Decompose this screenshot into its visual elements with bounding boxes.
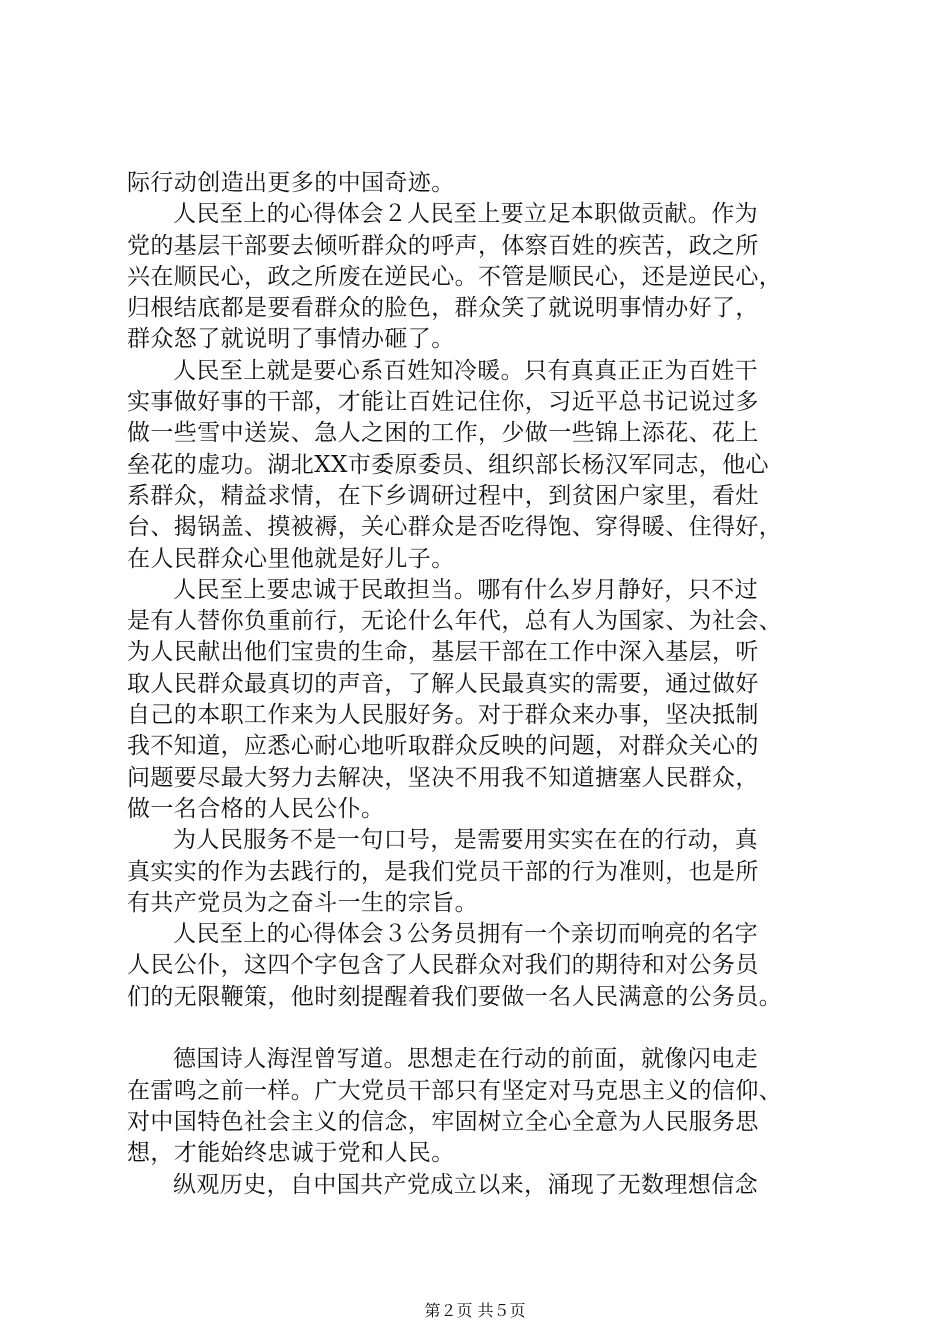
text-line: 我不知道，应悉心耐心地听取群众反映的问题，对群众关心的 [127, 733, 759, 760]
text-line: 真实实的作为去践行的，是我们党员干部的行为准则，也是所 [127, 858, 759, 885]
text-line: 有共产党员为之奋斗一生的宗旨。 [127, 889, 478, 916]
paragraph-start-line: 德国诗人海涅曾写道。思想走在行动的前面，就像闪电走 [173, 1046, 758, 1073]
text-line: 际行动创造出更多的中国奇迹。 [127, 170, 455, 196]
text-line: 是有人替你负重前行，无论什么年代，总有人为国家、为社会、 [127, 608, 783, 635]
text-line: 垒花的虚功。湖北XX市委原委员、组织部长杨汉军同志，他心 [127, 451, 769, 478]
text-line: 兴在顺民心，政之所废在逆民心。不管是顺民心，还是逆民心， [127, 263, 783, 290]
paragraph-start-line: 人民至上的心得体会２人民至上要立足本职做贡献。作为 [173, 201, 758, 228]
text-line: 为人民献出他们宝贵的生命，基层干部在工作中深入基层，听 [127, 639, 759, 666]
text-line: 想，才能始终忠诚于党和人民。 [127, 1140, 455, 1167]
paragraph-start-line: 纵观历史，自中国共产党成立以来，涌现了无数理想信念 [173, 1171, 758, 1198]
paragraph-gap [127, 1013, 847, 1044]
text-line: 党的基层干部要去倾听群众的呼声，体察百姓的疾苦，政之所 [127, 232, 759, 259]
text-line: 取人民群众最真切的声音，了解人民最真实的需要，通过做好 [127, 670, 759, 697]
text-line: 台、揭锅盖、摸被褥，关心群众是否吃得饱、穿得暖、住得好， [127, 514, 783, 541]
paragraph-start-line: 人民至上要忠诚于民敢担当。哪有什么岁月静好，只不过 [173, 576, 758, 603]
text-line: 问题要尽最大努力去解决，坚决不用我不知道搪塞人民群众， [127, 764, 759, 791]
document-body [127, 168, 847, 1201]
paragraph-start-line: 人民至上就是要心系百姓知冷暖。只有真真正正为百姓干 [173, 357, 758, 384]
text-line: 们的无限鞭策，他时刻提醒着我们要做一名人民满意的公务员。 [127, 983, 783, 1010]
text-line: 自己的本职工作来为人民服好务。对于群众来办事，坚决抵制 [127, 702, 759, 729]
text-line: 群众怒了就说明了事情办砸了。 [127, 326, 455, 353]
paragraph-start-line: 人民至上的心得体会３公务员拥有一个亲切而响亮的名字 [173, 921, 758, 948]
text-line: 在人民群众心里他就是好儿子。 [127, 545, 455, 572]
text-line: 做一些雪中送炭、急人之困的工作，少做一些锦上添花、花上 [127, 420, 759, 447]
text-line: 人民公仆，这四个字包含了人民群众对我们的期待和对公务员 [127, 952, 759, 979]
text-line: 归根结底都是要看群众的脸色，群众笑了就说明事情办好了， [127, 295, 759, 322]
text-line: 实事做好事的干部，才能让百姓记住你，习近平总书记说过多 [127, 389, 759, 416]
text-line: 系群众，精益求情，在下乡调研过程中，到贫困户家里，看灶 [127, 482, 759, 509]
paragraph-start-line: 为人民服务不是一句口号，是需要用实实在在的行动，真 [173, 827, 758, 854]
page-number-footer: 第２页 共５页 [424, 1301, 526, 1320]
text-line: 对中国特色社会主义的信念，牢固树立全心全意为人民服务思 [127, 1108, 759, 1135]
text-line: 做一名合格的人民公仆。 [127, 795, 385, 822]
text-line: 在雷鸣之前一样。广大党员干部只有坚定对马克思主义的信仰、 [127, 1077, 783, 1104]
